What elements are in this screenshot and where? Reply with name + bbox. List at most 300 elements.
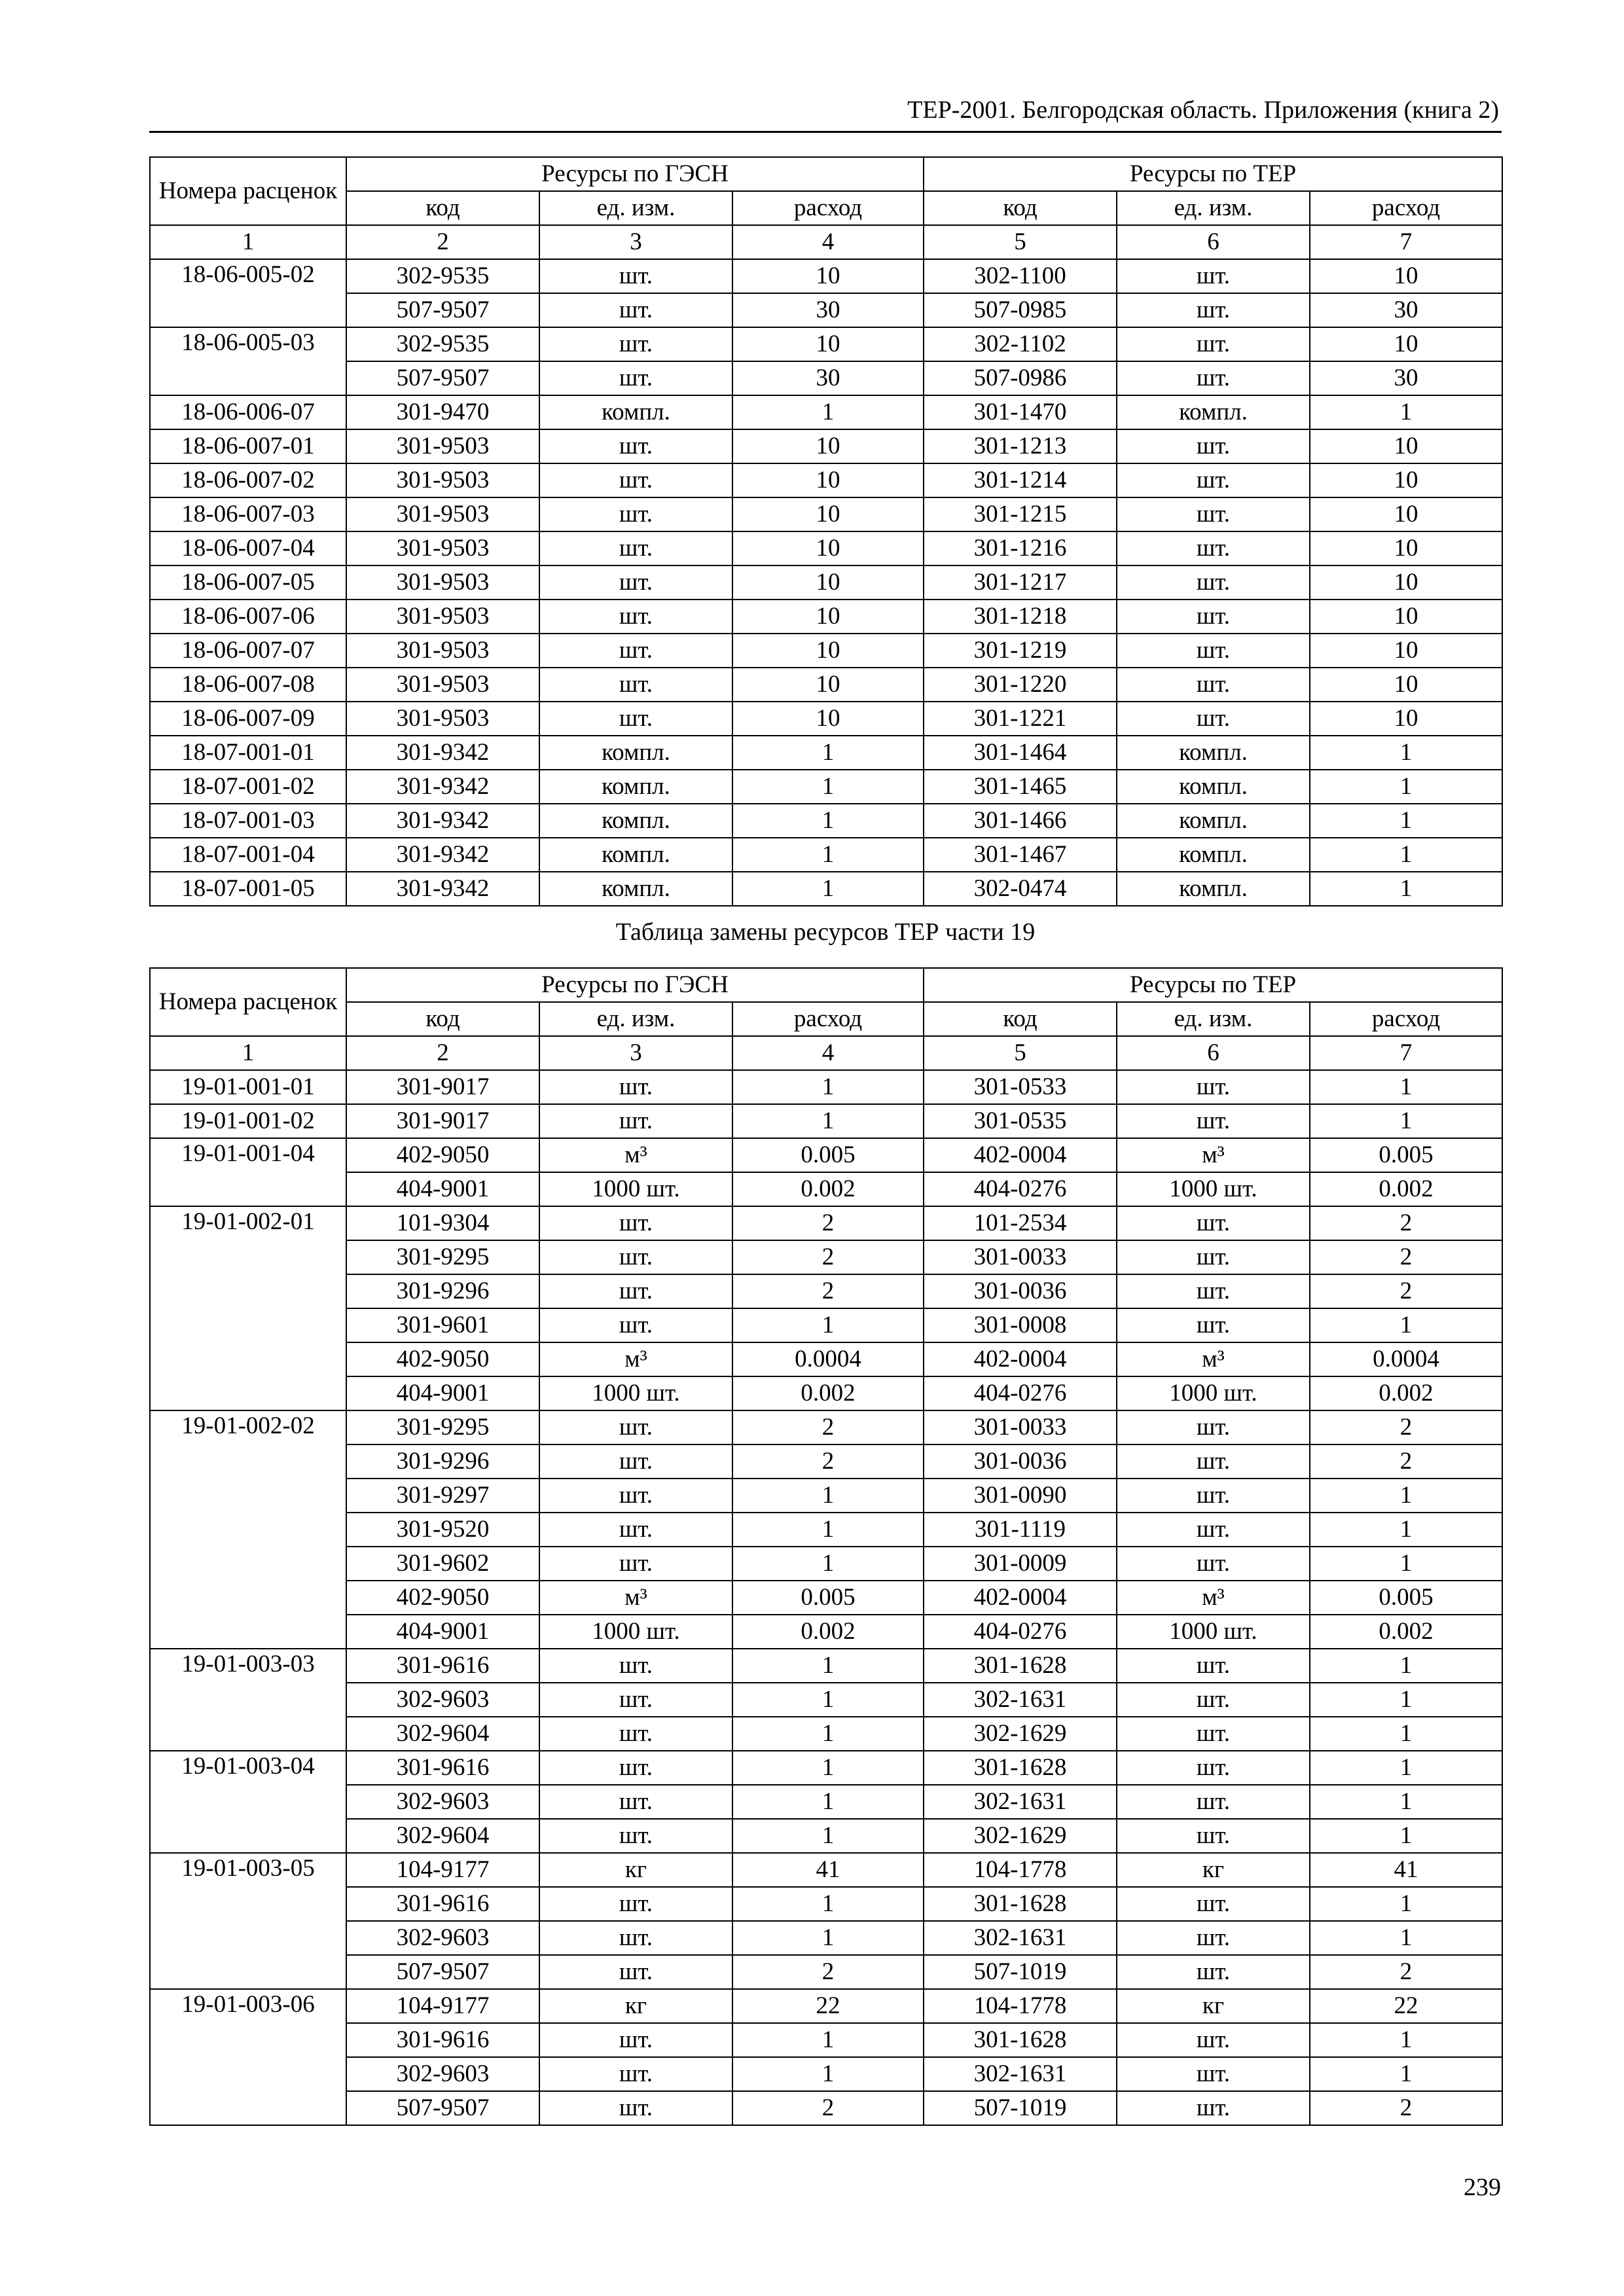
gesn-consumption-cell: 2 (732, 1444, 924, 1479)
table-row (150, 838, 1502, 872)
ter-code-cell: 301-0009 (924, 1547, 1117, 1581)
ter-code-cell: 302-1629 (924, 1717, 1117, 1751)
gesn-code-cell: 301-9295 (346, 1240, 539, 1274)
gesn-consumption-cell: 0.002 (732, 1172, 924, 1206)
gesn-code-cell: 301-9616 (346, 1887, 539, 1921)
gesn-consumption-cell: 10 (732, 531, 924, 565)
column-number: 1 (150, 1036, 346, 1070)
ter-consumption-cell: 10 (1310, 531, 1502, 565)
ter-unit-cell: шт. (1117, 429, 1310, 463)
table-row (150, 395, 1502, 429)
ter-code-cell: 301-1119 (924, 1513, 1117, 1547)
table-row (150, 600, 1502, 634)
ter-code-cell: 301-1628 (924, 1887, 1117, 1921)
gesn-consumption-cell: 1 (732, 1308, 924, 1342)
ter-consumption-cell: 1 (1310, 1513, 1502, 1547)
ter-unit-cell: 1000 шт. (1117, 1376, 1310, 1410)
table-row (150, 327, 1502, 361)
gesn-unit-cell: шт. (539, 1649, 732, 1683)
ter-consumption-cell: 1 (1310, 1785, 1502, 1819)
ter-consumption-cell: 0.005 (1310, 1138, 1502, 1172)
ter-code-cell: 301-1465 (924, 770, 1117, 804)
ter-consumption-cell: 1 (1310, 872, 1502, 906)
ter-unit-cell: шт. (1117, 327, 1310, 361)
rate-number-cell: 19-01-003-03 (150, 1649, 346, 1751)
ter-unit-cell: шт. (1117, 1649, 1310, 1683)
ter-consumption-cell: 30 (1310, 293, 1502, 327)
gesn-code-cell: 402-9050 (346, 1342, 539, 1376)
gesn-unit-cell: шт. (539, 497, 732, 531)
column-number: 1 (150, 225, 346, 259)
gesn-code-cell: 301-9295 (346, 1410, 539, 1444)
gesn-consumption-cell: 1 (732, 804, 924, 838)
page-number: 239 (1464, 2174, 1501, 2201)
rate-number-cell: 18-07-001-05 (150, 872, 346, 906)
ter-consumption-cell: 10 (1310, 668, 1502, 702)
table-row (150, 1989, 1502, 2023)
gesn-code-cell: 301-9503 (346, 702, 539, 736)
header-ter-code: код (924, 191, 1117, 225)
column-number: 7 (1310, 225, 1502, 259)
table-row (150, 565, 1502, 600)
ter-consumption-cell: 2 (1310, 1274, 1502, 1308)
ter-consumption-cell: 2 (1310, 1955, 1502, 1989)
column-number: 3 (539, 225, 732, 259)
rate-number-cell: 19-01-002-01 (150, 1206, 346, 1410)
gesn-consumption-cell: 10 (732, 668, 924, 702)
header-gesn-group: Ресурсы по ГЭСН (346, 968, 924, 1002)
ter-consumption-cell: 1 (1310, 395, 1502, 429)
gesn-consumption-cell: 2 (732, 1955, 924, 1989)
ter-consumption-cell: 1 (1310, 1819, 1502, 1853)
table-row (150, 2023, 1502, 2057)
ter-unit-cell: шт. (1117, 1955, 1310, 1989)
column-number: 6 (1117, 225, 1310, 259)
gesn-unit-cell: м³ (539, 1581, 732, 1615)
gesn-code-cell: 404-9001 (346, 1376, 539, 1410)
gesn-unit-cell: шт. (539, 1785, 732, 1819)
gesn-code-cell: 402-9050 (346, 1138, 539, 1172)
gesn-code-cell: 301-9616 (346, 1751, 539, 1785)
resource-table-19 (149, 967, 1503, 2126)
ter-code-cell: 301-1213 (924, 429, 1117, 463)
ter-consumption-cell: 1 (1310, 1751, 1502, 1785)
gesn-consumption-cell: 1 (732, 395, 924, 429)
gesn-code-cell: 507-9507 (346, 2091, 539, 2125)
ter-code-cell: 301-0008 (924, 1308, 1117, 1342)
table-row (150, 1513, 1502, 1547)
ter-unit-cell: компл. (1117, 736, 1310, 770)
ter-unit-cell: шт. (1117, 531, 1310, 565)
ter-unit-cell: шт. (1117, 1513, 1310, 1547)
ter-code-cell: 301-1216 (924, 531, 1117, 565)
header-gesn-unit: ед. изм. (539, 191, 732, 225)
column-number: 4 (732, 1036, 924, 1070)
rate-number-cell: 18-07-001-03 (150, 804, 346, 838)
gesn-consumption-cell: 1 (732, 1547, 924, 1581)
ter-unit-cell: шт. (1117, 634, 1310, 668)
ter-unit-cell: 1000 шт. (1117, 1172, 1310, 1206)
gesn-unit-cell: шт. (539, 600, 732, 634)
ter-consumption-cell: 1 (1310, 1717, 1502, 1751)
gesn-consumption-cell: 0.005 (732, 1581, 924, 1615)
ter-consumption-cell: 1 (1310, 736, 1502, 770)
ter-code-cell: 402-0004 (924, 1342, 1117, 1376)
page-header (149, 90, 1502, 133)
column-number: 2 (346, 225, 539, 259)
table-row (150, 1444, 1502, 1479)
gesn-code-cell: 301-9503 (346, 634, 539, 668)
table-row (150, 1070, 1502, 1104)
table-row (150, 1547, 1502, 1581)
gesn-consumption-cell: 10 (732, 327, 924, 361)
rate-number-cell: 19-01-003-05 (150, 1853, 346, 1989)
gesn-unit-cell: шт. (539, 1547, 732, 1581)
ter-unit-cell: шт. (1117, 1683, 1310, 1717)
ter-unit-cell: шт. (1117, 1444, 1310, 1479)
rate-number-cell: 18-06-007-02 (150, 463, 346, 497)
table-row (150, 1649, 1502, 1683)
gesn-code-cell: 101-9304 (346, 1206, 539, 1240)
gesn-consumption-cell: 0.005 (732, 1138, 924, 1172)
gesn-consumption-cell: 10 (732, 429, 924, 463)
gesn-unit-cell: шт. (539, 2023, 732, 2057)
ter-consumption-cell: 10 (1310, 634, 1502, 668)
ter-code-cell: 301-0535 (924, 1104, 1117, 1138)
ter-consumption-cell: 1 (1310, 2057, 1502, 2091)
header-gesn-unit: ед. изм. (539, 1002, 732, 1036)
header-gesn-consumption: расход (732, 191, 924, 225)
ter-consumption-cell: 1 (1310, 2023, 1502, 2057)
gesn-unit-cell: шт. (539, 531, 732, 565)
gesn-consumption-cell: 30 (732, 361, 924, 395)
gesn-code-cell: 301-9503 (346, 600, 539, 634)
gesn-unit-cell: 1000 шт. (539, 1172, 732, 1206)
gesn-consumption-cell: 1 (732, 1070, 924, 1104)
ter-unit-cell: шт. (1117, 1479, 1310, 1513)
table-row (150, 770, 1502, 804)
header-ter-group: Ресурсы по ТЕР (924, 157, 1502, 191)
ter-unit-cell: шт. (1117, 259, 1310, 293)
rate-number-cell: 18-07-001-02 (150, 770, 346, 804)
ter-consumption-cell: 2 (1310, 1444, 1502, 1479)
table-row (150, 1887, 1502, 1921)
ter-consumption-cell: 1 (1310, 1649, 1502, 1683)
column-number: 3 (539, 1036, 732, 1070)
gesn-code-cell: 507-9507 (346, 361, 539, 395)
gesn-unit-cell: шт. (539, 1887, 732, 1921)
gesn-consumption-cell: 1 (732, 1683, 924, 1717)
table-row (150, 736, 1502, 770)
table-row (150, 1308, 1502, 1342)
ter-code-cell: 301-1470 (924, 395, 1117, 429)
gesn-code-cell: 302-9604 (346, 1717, 539, 1751)
gesn-unit-cell: компл. (539, 838, 732, 872)
ter-unit-cell: шт. (1117, 702, 1310, 736)
ter-consumption-cell: 41 (1310, 1853, 1502, 1887)
ter-unit-cell: шт. (1117, 1410, 1310, 1444)
ter-unit-cell: компл. (1117, 395, 1310, 429)
ter-unit-cell: шт. (1117, 565, 1310, 600)
ter-code-cell: 402-0004 (924, 1581, 1117, 1615)
ter-consumption-cell: 10 (1310, 327, 1502, 361)
ter-code-cell: 302-0474 (924, 872, 1117, 906)
header-gesn-code: код (346, 1002, 539, 1036)
gesn-code-cell: 302-9603 (346, 2057, 539, 2091)
gesn-unit-cell: компл. (539, 804, 732, 838)
gesn-unit-cell: шт. (539, 327, 732, 361)
rate-number-cell: 18-06-007-05 (150, 565, 346, 600)
gesn-consumption-cell: 1 (732, 736, 924, 770)
table-row (150, 2057, 1502, 2091)
gesn-consumption-cell: 1 (732, 770, 924, 804)
gesn-consumption-cell: 1 (732, 1921, 924, 1955)
rate-number-cell: 19-01-003-06 (150, 1989, 346, 2125)
header-gesn-group: Ресурсы по ГЭСН (346, 157, 924, 191)
ter-consumption-cell: 10 (1310, 429, 1502, 463)
gesn-code-cell: 302-9604 (346, 1819, 539, 1853)
table-row (150, 1240, 1502, 1274)
gesn-code-cell: 301-9503 (346, 497, 539, 531)
header-ter-consumption: расход (1310, 1002, 1502, 1036)
gesn-code-cell: 301-9616 (346, 2023, 539, 2057)
gesn-consumption-cell: 10 (732, 634, 924, 668)
gesn-code-cell: 301-9017 (346, 1070, 539, 1104)
table-body (150, 259, 1502, 906)
rate-number-cell: 18-07-001-01 (150, 736, 346, 770)
ter-consumption-cell: 10 (1310, 702, 1502, 736)
gesn-code-cell: 301-9503 (346, 531, 539, 565)
gesn-code-cell: 302-9603 (346, 1785, 539, 1819)
table-row (150, 1479, 1502, 1513)
gesn-consumption-cell: 1 (732, 1104, 924, 1138)
ter-consumption-cell: 0.002 (1310, 1615, 1502, 1649)
gesn-unit-cell: шт. (539, 1717, 732, 1751)
column-number: 4 (732, 225, 924, 259)
column-number: 6 (1117, 1036, 1310, 1070)
ter-code-cell: 301-1628 (924, 1751, 1117, 1785)
gesn-unit-cell: кг (539, 1853, 732, 1887)
table-row (150, 2091, 1502, 2125)
ter-code-cell: 104-1778 (924, 1853, 1117, 1887)
table-row (150, 361, 1502, 395)
gesn-code-cell: 301-9601 (346, 1308, 539, 1342)
table-row (150, 1921, 1502, 1955)
resource-table-18 (149, 156, 1503, 906)
rate-number-cell: 18-06-005-03 (150, 327, 346, 395)
table-row (150, 1274, 1502, 1308)
gesn-code-cell: 301-9503 (346, 565, 539, 600)
gesn-unit-cell: компл. (539, 872, 732, 906)
rate-number-cell: 18-06-007-08 (150, 668, 346, 702)
gesn-unit-cell: шт. (539, 1274, 732, 1308)
ter-consumption-cell: 0.0004 (1310, 1342, 1502, 1376)
gesn-unit-cell: шт. (539, 2091, 732, 2125)
ter-unit-cell: шт. (1117, 361, 1310, 395)
table-row (150, 668, 1502, 702)
gesn-unit-cell: шт. (539, 1444, 732, 1479)
gesn-code-cell: 302-9603 (346, 1683, 539, 1717)
gesn-unit-cell: шт. (539, 1479, 732, 1513)
ter-consumption-cell: 1 (1310, 1683, 1502, 1717)
table-caption: Таблица замены ресурсов ТЕР части 19 (615, 918, 1036, 946)
ter-code-cell: 301-1218 (924, 600, 1117, 634)
table-row (150, 497, 1502, 531)
table-row (150, 1853, 1502, 1887)
ter-code-cell: 301-0033 (924, 1410, 1117, 1444)
gesn-unit-cell: шт. (539, 1513, 732, 1547)
table-row (150, 1615, 1502, 1649)
ter-unit-cell: кг (1117, 1989, 1310, 2023)
table-row (150, 1581, 1502, 1615)
gesn-consumption-cell: 2 (732, 1206, 924, 1240)
gesn-consumption-cell: 1 (732, 2057, 924, 2091)
ter-unit-cell: шт. (1117, 1547, 1310, 1581)
ter-consumption-cell: 10 (1310, 497, 1502, 531)
ter-code-cell: 301-0090 (924, 1479, 1117, 1513)
gesn-unit-cell: шт. (539, 1070, 732, 1104)
rate-number-cell: 19-01-003-04 (150, 1751, 346, 1853)
ter-code-cell: 301-1220 (924, 668, 1117, 702)
ter-unit-cell: шт. (1117, 1887, 1310, 1921)
gesn-unit-cell: шт. (539, 702, 732, 736)
gesn-code-cell: 302-9535 (346, 327, 539, 361)
table-row (150, 1138, 1502, 1172)
ter-code-cell: 302-1631 (924, 1921, 1117, 1955)
gesn-unit-cell: шт. (539, 1206, 732, 1240)
ter-code-cell: 507-1019 (924, 2091, 1117, 2125)
rate-number-cell: 18-06-007-03 (150, 497, 346, 531)
gesn-consumption-cell: 30 (732, 293, 924, 327)
ter-consumption-cell: 22 (1310, 1989, 1502, 2023)
rate-number-cell: 18-06-007-07 (150, 634, 346, 668)
table-row (150, 634, 1502, 668)
ter-code-cell: 301-0036 (924, 1274, 1117, 1308)
ter-consumption-cell: 1 (1310, 1887, 1502, 1921)
gesn-consumption-cell: 1 (732, 1751, 924, 1785)
ter-unit-cell: шт. (1117, 1240, 1310, 1274)
ter-unit-cell: шт. (1117, 2023, 1310, 2057)
table-row (150, 259, 1502, 293)
gesn-code-cell: 507-9507 (346, 293, 539, 327)
gesn-code-cell: 301-9503 (346, 429, 539, 463)
ter-code-cell: 302-1629 (924, 1819, 1117, 1853)
ter-code-cell: 301-0033 (924, 1240, 1117, 1274)
ter-unit-cell: шт. (1117, 2091, 1310, 2125)
table-row (150, 1342, 1502, 1376)
column-number: 2 (346, 1036, 539, 1070)
table-row (150, 1172, 1502, 1206)
ter-consumption-cell: 2 (1310, 2091, 1502, 2125)
ter-consumption-cell: 1 (1310, 804, 1502, 838)
ter-unit-cell: компл. (1117, 872, 1310, 906)
gesn-code-cell: 302-9603 (346, 1921, 539, 1955)
ter-consumption-cell: 30 (1310, 361, 1502, 395)
gesn-consumption-cell: 1 (732, 1717, 924, 1751)
ter-code-cell: 104-1778 (924, 1989, 1117, 2023)
gesn-consumption-cell: 10 (732, 600, 924, 634)
gesn-unit-cell: компл. (539, 736, 732, 770)
ter-consumption-cell: 10 (1310, 600, 1502, 634)
gesn-consumption-cell: 2 (732, 1274, 924, 1308)
gesn-code-cell: 404-9001 (346, 1172, 539, 1206)
ter-code-cell: 301-1221 (924, 702, 1117, 736)
ter-consumption-cell: 1 (1310, 1070, 1502, 1104)
gesn-unit-cell: кг (539, 1989, 732, 2023)
header-rate-numbers: Номера расценок (150, 157, 346, 225)
table-row (150, 1104, 1502, 1138)
ter-code-cell: 301-1628 (924, 2023, 1117, 2057)
rate-number-cell: 18-07-001-04 (150, 838, 346, 872)
gesn-unit-cell: шт. (539, 1104, 732, 1138)
ter-code-cell: 302-1631 (924, 1683, 1117, 1717)
gesn-consumption-cell: 2 (732, 2091, 924, 2125)
gesn-code-cell: 104-9177 (346, 1853, 539, 1887)
gesn-unit-cell: шт. (539, 565, 732, 600)
ter-unit-cell: шт. (1117, 600, 1310, 634)
gesn-code-cell: 301-9503 (346, 463, 539, 497)
gesn-consumption-cell: 1 (732, 2023, 924, 2057)
gesn-code-cell: 301-9602 (346, 1547, 539, 1581)
rate-number-cell: 18-06-007-04 (150, 531, 346, 565)
gesn-consumption-cell: 1 (732, 1785, 924, 1819)
ter-unit-cell: 1000 шт. (1117, 1615, 1310, 1649)
gesn-code-cell: 301-9296 (346, 1274, 539, 1308)
gesn-consumption-cell: 0.0004 (732, 1342, 924, 1376)
ter-consumption-cell: 2 (1310, 1240, 1502, 1274)
header-rate-numbers: Номера расценок (150, 968, 346, 1036)
gesn-unit-cell: м³ (539, 1342, 732, 1376)
rate-number-cell: 18-06-007-01 (150, 429, 346, 463)
table-row (150, 1751, 1502, 1785)
ter-code-cell: 302-1102 (924, 327, 1117, 361)
gesn-consumption-cell: 2 (732, 1240, 924, 1274)
ter-code-cell: 402-0004 (924, 1138, 1117, 1172)
table-row (150, 531, 1502, 565)
ter-consumption-cell: 0.002 (1310, 1172, 1502, 1206)
gesn-consumption-cell: 0.002 (732, 1376, 924, 1410)
gesn-code-cell: 302-9535 (346, 259, 539, 293)
table-row (150, 1206, 1502, 1240)
gesn-code-cell: 301-9342 (346, 736, 539, 770)
gesn-unit-cell: м³ (539, 1138, 732, 1172)
header-ter-code: код (924, 1002, 1117, 1036)
gesn-unit-cell: шт. (539, 1751, 732, 1785)
header-ter-consumption: расход (1310, 191, 1502, 225)
gesn-unit-cell: шт. (539, 463, 732, 497)
ter-consumption-cell: 2 (1310, 1410, 1502, 1444)
ter-unit-cell: шт. (1117, 1274, 1310, 1308)
ter-consumption-cell: 2 (1310, 1206, 1502, 1240)
gesn-unit-cell: шт. (539, 1410, 732, 1444)
gesn-consumption-cell: 41 (732, 1853, 924, 1887)
ter-unit-cell: компл. (1117, 838, 1310, 872)
ter-code-cell: 507-1019 (924, 1955, 1117, 1989)
gesn-code-cell: 301-9503 (346, 668, 539, 702)
ter-code-cell: 302-1631 (924, 1785, 1117, 1819)
gesn-unit-cell: шт. (539, 668, 732, 702)
column-number: 5 (924, 1036, 1117, 1070)
ter-unit-cell: шт. (1117, 1921, 1310, 1955)
table-row (150, 1376, 1502, 1410)
gesn-consumption-cell: 22 (732, 1989, 924, 2023)
gesn-unit-cell: шт. (539, 293, 732, 327)
gesn-consumption-cell: 1 (732, 838, 924, 872)
ter-unit-cell: кг (1117, 1853, 1310, 1887)
ter-consumption-cell: 0.002 (1310, 1376, 1502, 1410)
gesn-code-cell: 301-9342 (346, 804, 539, 838)
ter-consumption-cell: 10 (1310, 565, 1502, 600)
